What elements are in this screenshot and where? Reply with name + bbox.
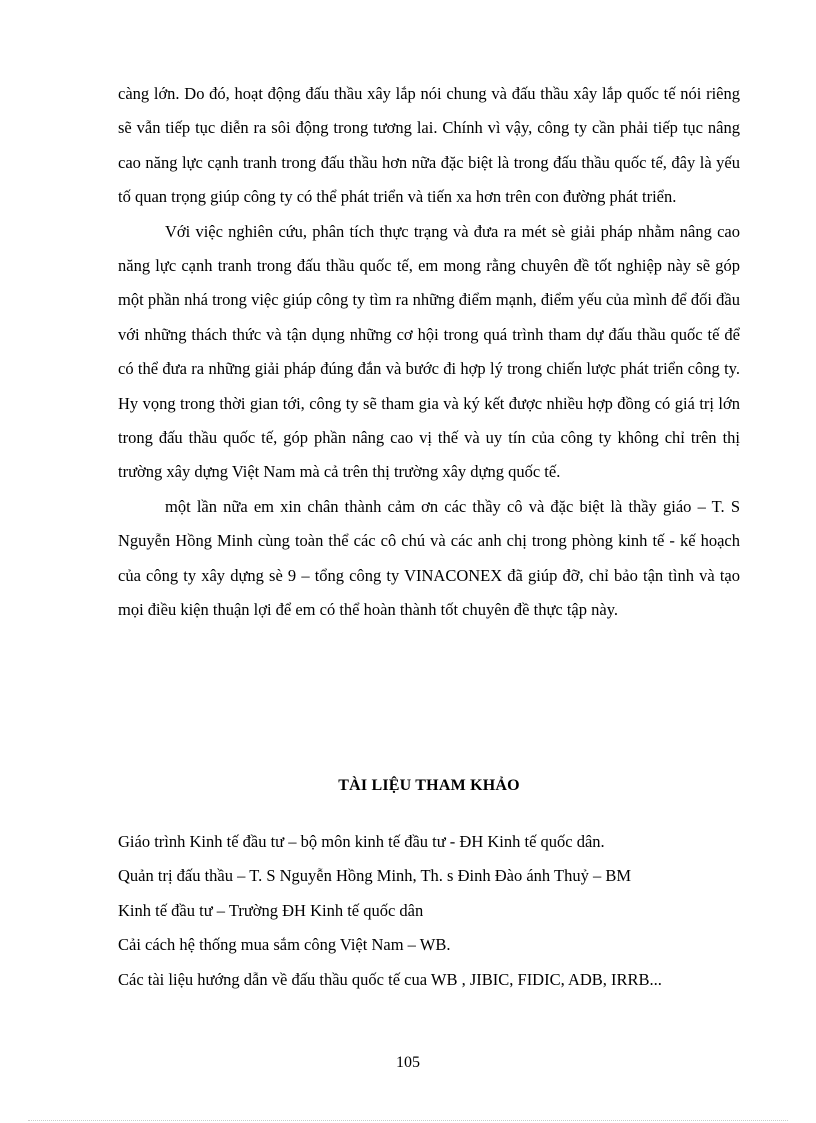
body-paragraph-1: càng lớn. Do đó, hoạt động đấu thầu xây lắp nói chung và đấu thầu xây lắp quốc tế nói riêng sẽ vẫn tiếp tục diễn ra sôi động trong tương lai. Chính vì vậy, công ty cần phải tiếp tục nâng cao năng lực cạnh tranh trong đấu thầu hơn nữa đặc biệt là trong đấu thầu quốc tế, đây là yếu tố quan trọng giúp công ty có thể phát triển và tiến xa hơn trên con đường phát triển. (118, 84, 740, 207)
reference-line-1: Giáo trình Kinh tế đầu tư – bộ môn kinh tế đầu tư - ĐH Kinh tế quốc dân. (118, 832, 605, 851)
body-paragraph-3: một lần nữa em xin chân thành cảm ơn các thầy cô và đặc biệt là thầy giáo – T. S Nguyễn Hồng Minh cùng toàn thể các cô chú và các anh chị trong phòng kinh tế - kế hoạch của công ty xây dựng sè 9 – tổng công ty VINACONEX đã giúp đỡ, chỉ bảo tận tình và tạo mọi điều kiện thuận lợi để em có thể hoàn thành tốt chuyên đề thực tập này. (118, 496, 740, 620)
document-page (118, 77, 740, 989)
reference-line-4: Cải cách hệ thống mua sắm công Việt Nam – WB. (118, 935, 451, 955)
references-heading: TÀI LIỆU THAM KHẢO (338, 777, 520, 794)
page-number: 105 (396, 1054, 420, 1071)
references-list (118, 825, 758, 997)
reference-line-3: Kinh tế đầu tư – Trường ĐH Kinh tế quốc dân (118, 900, 424, 920)
reference-line-5: Các tài liệu hướng dẫn về đấu thầu quốc tế cua WB , JIBIC, FIDIC, ADB, IRRB... (118, 969, 662, 989)
reference-line-2: Quản trị đấu thầu – T. S Nguyễn Hồng Minh, Th. s Đinh Đào ánh Thuỷ – BM (118, 866, 631, 886)
body-paragraph-2: Với việc nghiên cứu, phân tích thực trạng và đưa ra mét sè giải pháp nhằm nâng cao năng lực cạnh tranh trong đấu thầu quốc tế, em mong rằng chuyên đề tốt nghiệp này sẽ góp một phần nhá trong việc giúp công ty tìm ra những điểm mạnh, điểm yếu của mình để đối đầu với những thách thức và tận dụng những cơ hội trong quá trình tham dự đấu thầu quốc tế để có thể đưa ra những giải pháp đúng đắn và bước đi hợp lý trong chiến lược phát triển công ty. Hy vọng trong thời gian tới, công ty sẽ tham gia và ký kết được nhiều hợp đồng có giá trị lớn trong đấu thầu quốc tế, góp phần nâng cao vị thế và uy tín của công ty không chỉ trên thị trường xây dựng Việt Nam mà cả trên thị trường xây dựng quốc tế. (118, 221, 740, 482)
page-bottom-divider (28, 1120, 788, 1121)
